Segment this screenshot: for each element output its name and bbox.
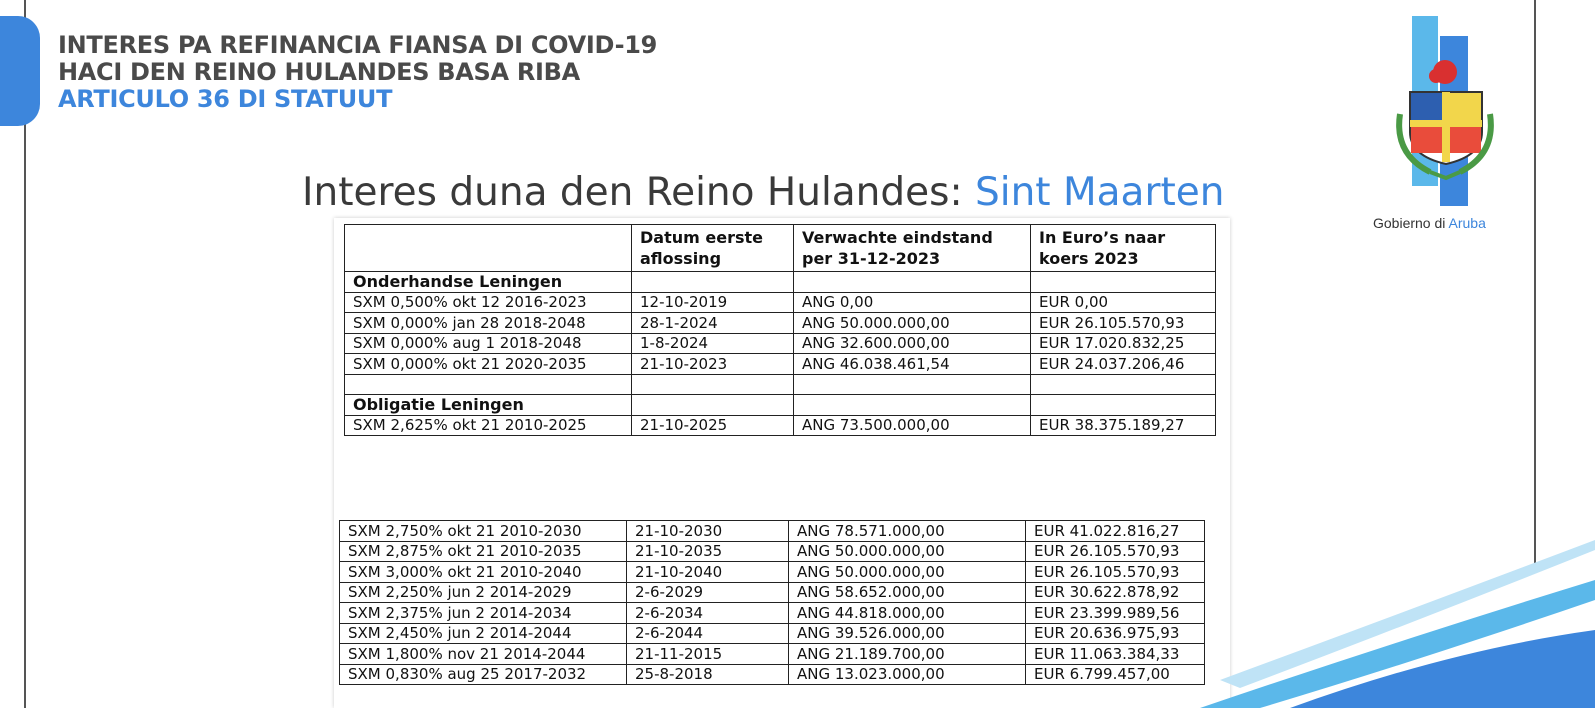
table-cell: ANG 21.189.700,00 bbox=[789, 644, 1026, 665]
table-cell: SXM 0,000% jan 28 2018-2048 bbox=[345, 313, 632, 334]
loan-table-continued bbox=[339, 520, 1205, 685]
table-cell: 12-10-2019 bbox=[632, 292, 794, 313]
loan-table bbox=[344, 224, 1216, 436]
slide-title bbox=[302, 170, 1224, 215]
table-cell: SXM 1,800% nov 21 2014-2044 bbox=[340, 644, 627, 665]
table-cell: ANG 58.652.000,00 bbox=[789, 582, 1026, 603]
slide-title-main: Interes duna den Reino Hulandes: bbox=[302, 170, 975, 215]
table-row bbox=[340, 664, 1205, 685]
decorative-swoosh bbox=[1200, 520, 1595, 708]
section-label: Obligatie Leningen bbox=[345, 395, 632, 416]
table-row bbox=[345, 313, 1216, 334]
table-cell: ANG 32.600.000,00 bbox=[794, 333, 1031, 354]
empty-row bbox=[345, 374, 1216, 395]
table-cell: SXM 2,750% okt 21 2010-2030 bbox=[340, 521, 627, 542]
table-cell: 21-10-2025 bbox=[632, 415, 794, 436]
table-cell: EUR 30.622.878,92 bbox=[1026, 582, 1205, 603]
table-cell: ANG 39.526.000,00 bbox=[789, 623, 1026, 644]
table-cell: EUR 26.105.570,93 bbox=[1026, 541, 1205, 562]
table-cell: ANG 78.571.000,00 bbox=[789, 521, 1026, 542]
table-cell: 25-8-2018 bbox=[627, 664, 789, 685]
logo-caption-text: Gobierno di bbox=[1373, 215, 1449, 231]
table-cell: SXM 0,000% aug 1 2018-2048 bbox=[345, 333, 632, 354]
table-header-cell: Verwachte eindstand per 31-12-2023 bbox=[794, 225, 1031, 272]
table-cell: SXM 0,500% okt 12 2016-2023 bbox=[345, 292, 632, 313]
table-row bbox=[340, 603, 1205, 624]
table-cell: ANG 0,00 bbox=[794, 292, 1031, 313]
table-cell: ANG 50.000.000,00 bbox=[789, 562, 1026, 583]
table-row bbox=[340, 582, 1205, 603]
table-cell: EUR 11.063.384,33 bbox=[1026, 644, 1205, 665]
table-header-cell bbox=[345, 225, 632, 272]
table-cell: EUR 0,00 bbox=[1031, 292, 1216, 313]
table-cell: EUR 26.105.570,93 bbox=[1026, 562, 1205, 583]
table-cell: ANG 50.000.000,00 bbox=[794, 313, 1031, 334]
table-row bbox=[345, 415, 1216, 436]
table-cell: SXM 0,830% aug 25 2017-2032 bbox=[340, 664, 627, 685]
section-row bbox=[345, 395, 1216, 416]
slide-title-accent: Sint Maarten bbox=[975, 170, 1225, 215]
slide-heading bbox=[58, 32, 657, 113]
table-cell: 2-6-2029 bbox=[627, 582, 789, 603]
table-cell: EUR 24.037.206,46 bbox=[1031, 354, 1216, 375]
table-cell: EUR 6.799.457,00 bbox=[1026, 664, 1205, 685]
table-cell: ANG 50.000.000,00 bbox=[789, 541, 1026, 562]
accent-tab bbox=[0, 16, 40, 126]
table-cell: EUR 17.020.832,25 bbox=[1031, 333, 1216, 354]
table-cell: 21-10-2023 bbox=[632, 354, 794, 375]
frame-right-border bbox=[1534, 0, 1536, 570]
table-cell: SXM 2,250% jun 2 2014-2029 bbox=[340, 582, 627, 603]
logo-caption-accent: Aruba bbox=[1448, 215, 1486, 231]
table-row bbox=[345, 333, 1216, 354]
table-cell: ANG 46.038.461,54 bbox=[794, 354, 1031, 375]
table-cell: ANG 73.500.000,00 bbox=[794, 415, 1031, 436]
heading-line-2: HACI DEN REINO HULANDES BASA RIBA bbox=[58, 58, 580, 86]
logo-caption bbox=[1373, 215, 1486, 231]
table-row bbox=[340, 521, 1205, 542]
table-cell: ANG 44.818.000,00 bbox=[789, 603, 1026, 624]
table-cell: EUR 20.636.975,93 bbox=[1026, 623, 1205, 644]
table-row bbox=[340, 623, 1205, 644]
table-cell: SXM 2,625% okt 21 2010-2025 bbox=[345, 415, 632, 436]
table-row bbox=[340, 562, 1205, 583]
table-row bbox=[340, 644, 1205, 665]
coat-of-arms-icon bbox=[1370, 14, 1520, 234]
table-cell: EUR 41.022.816,27 bbox=[1026, 521, 1205, 542]
table-row bbox=[340, 541, 1205, 562]
table-cell: SXM 3,000% okt 21 2010-2040 bbox=[340, 562, 627, 583]
table-cell: 28-1-2024 bbox=[632, 313, 794, 334]
heading-line-3: ARTICULO 36 DI STATUUT bbox=[58, 85, 393, 113]
loan-document bbox=[334, 218, 1230, 708]
table-row bbox=[345, 292, 1216, 313]
table-header-row bbox=[345, 225, 1216, 272]
table-cell: ANG 13.023.000,00 bbox=[789, 664, 1026, 685]
table-cell: SXM 2,375% jun 2 2014-2034 bbox=[340, 603, 627, 624]
section-label: Onderhandse Leningen bbox=[345, 272, 632, 293]
table-cell: SXM 0,000% okt 21 2020-2035 bbox=[345, 354, 632, 375]
table-cell: SXM 2,450% jun 2 2014-2044 bbox=[340, 623, 627, 644]
table-cell: 21-10-2040 bbox=[627, 562, 789, 583]
table-cell: EUR 26.105.570,93 bbox=[1031, 313, 1216, 334]
table-row bbox=[345, 354, 1216, 375]
table-cell: SXM 2,875% okt 21 2010-2035 bbox=[340, 541, 627, 562]
table-cell: 21-11-2015 bbox=[627, 644, 789, 665]
table-cell: 21-10-2030 bbox=[627, 521, 789, 542]
table-cell: 2-6-2034 bbox=[627, 603, 789, 624]
heading-line-1: INTERES PA REFINANCIA FIANSA DI COVID-19 bbox=[58, 31, 658, 59]
table-header-cell: In Euro’s naar koers 2023 bbox=[1031, 225, 1216, 272]
table-cell: 21-10-2035 bbox=[627, 541, 789, 562]
table-cell: EUR 38.375.189,27 bbox=[1031, 415, 1216, 436]
table-header-cell: Datum eerste aflossing bbox=[632, 225, 794, 272]
table-cell: 1-8-2024 bbox=[632, 333, 794, 354]
table-cell: 2-6-2044 bbox=[627, 623, 789, 644]
table-cell: EUR 23.399.989,56 bbox=[1026, 603, 1205, 624]
section-row bbox=[345, 272, 1216, 293]
